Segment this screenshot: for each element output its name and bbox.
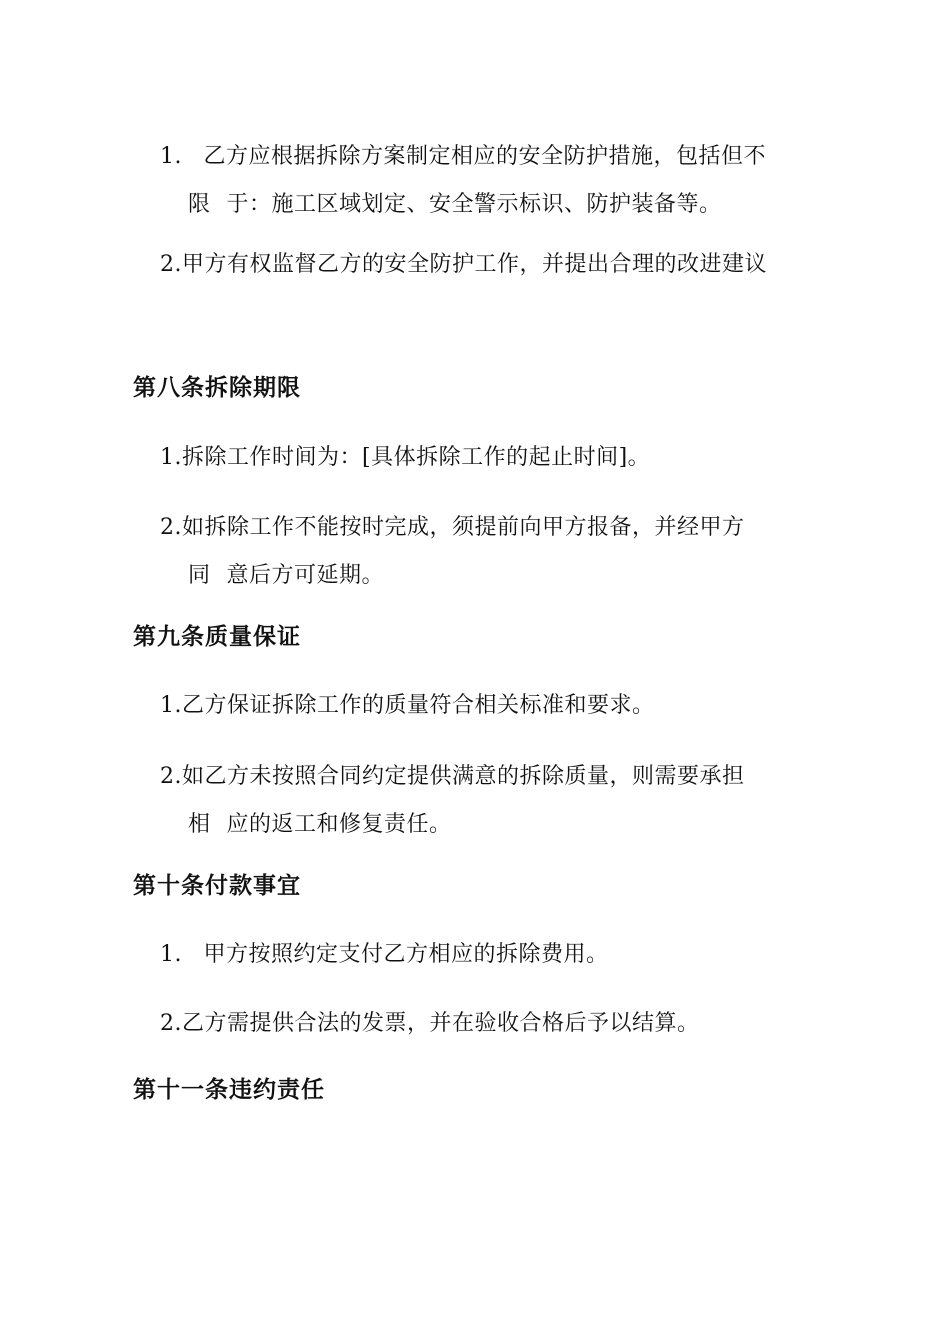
clause-8-2-continuation: [188, 561, 384, 591]
clause-number: 1.: [160, 942, 182, 967]
clause-number: 1.: [160, 445, 182, 470]
clause-7-1: [160, 142, 766, 172]
clause-number: 2.: [160, 252, 182, 277]
clause-text-rest: 应的返工和修复责任。: [226, 812, 452, 837]
clause-text: 乙方保证拆除工作的质量符合相关标准和要求。: [182, 693, 655, 718]
clause-text: 甲方按照约定支付乙方相应的拆除费用。: [203, 942, 609, 967]
clause-9-2-continuation: [188, 810, 452, 840]
clause-text: 拆除工作时间为：[具体拆除工作的起止时间]。: [182, 445, 651, 470]
clause-7-2: [160, 250, 767, 280]
clause-9-1: [160, 691, 655, 721]
clause-number: 2.: [160, 515, 182, 540]
clause-text: 乙方应根据拆除方案制定相应的安全防护措施，包括但不: [203, 144, 767, 169]
clause-text: 甲方有权监督乙方的安全防护工作，并提出合理的改进建议: [182, 252, 768, 277]
clause-8-2: [160, 513, 745, 543]
clause-text-rest: 于：施工区域划定、安全警示标识、防护装备等。: [226, 192, 722, 217]
clause-number: 2.: [160, 1011, 182, 1036]
clause-text-start: 同: [188, 563, 211, 588]
clause-10-1: [160, 940, 609, 970]
clause-text-start: 相: [188, 812, 211, 837]
clause-7-1-continuation: [188, 190, 722, 220]
section-8-title: 第八条拆除期限: [133, 374, 301, 401]
clause-10-2: [160, 1009, 700, 1039]
clause-number: 2.: [160, 764, 182, 789]
clause-8-1: [160, 443, 650, 473]
section-11-title: 第十一条违约责任: [133, 1076, 325, 1103]
section-9-title: 第九条质量保证: [133, 623, 301, 650]
clause-9-2: [160, 762, 745, 792]
section-10-title: 第十条付款事宜: [133, 872, 301, 899]
clause-text: 乙方需提供合法的发票，并在验收合格后予以结算。: [182, 1011, 700, 1036]
clause-number: 1.: [160, 693, 182, 718]
clause-text-start: 限: [188, 192, 211, 217]
clause-number: 1.: [160, 144, 182, 169]
clause-text: 如乙方未按照合同约定提供满意的拆除质量，则需要承担: [182, 764, 745, 789]
clause-text-rest: 意后方可延期。: [226, 563, 385, 588]
clause-text: 如拆除工作不能按时完成，须提前向甲方报备，并经甲方: [182, 515, 745, 540]
